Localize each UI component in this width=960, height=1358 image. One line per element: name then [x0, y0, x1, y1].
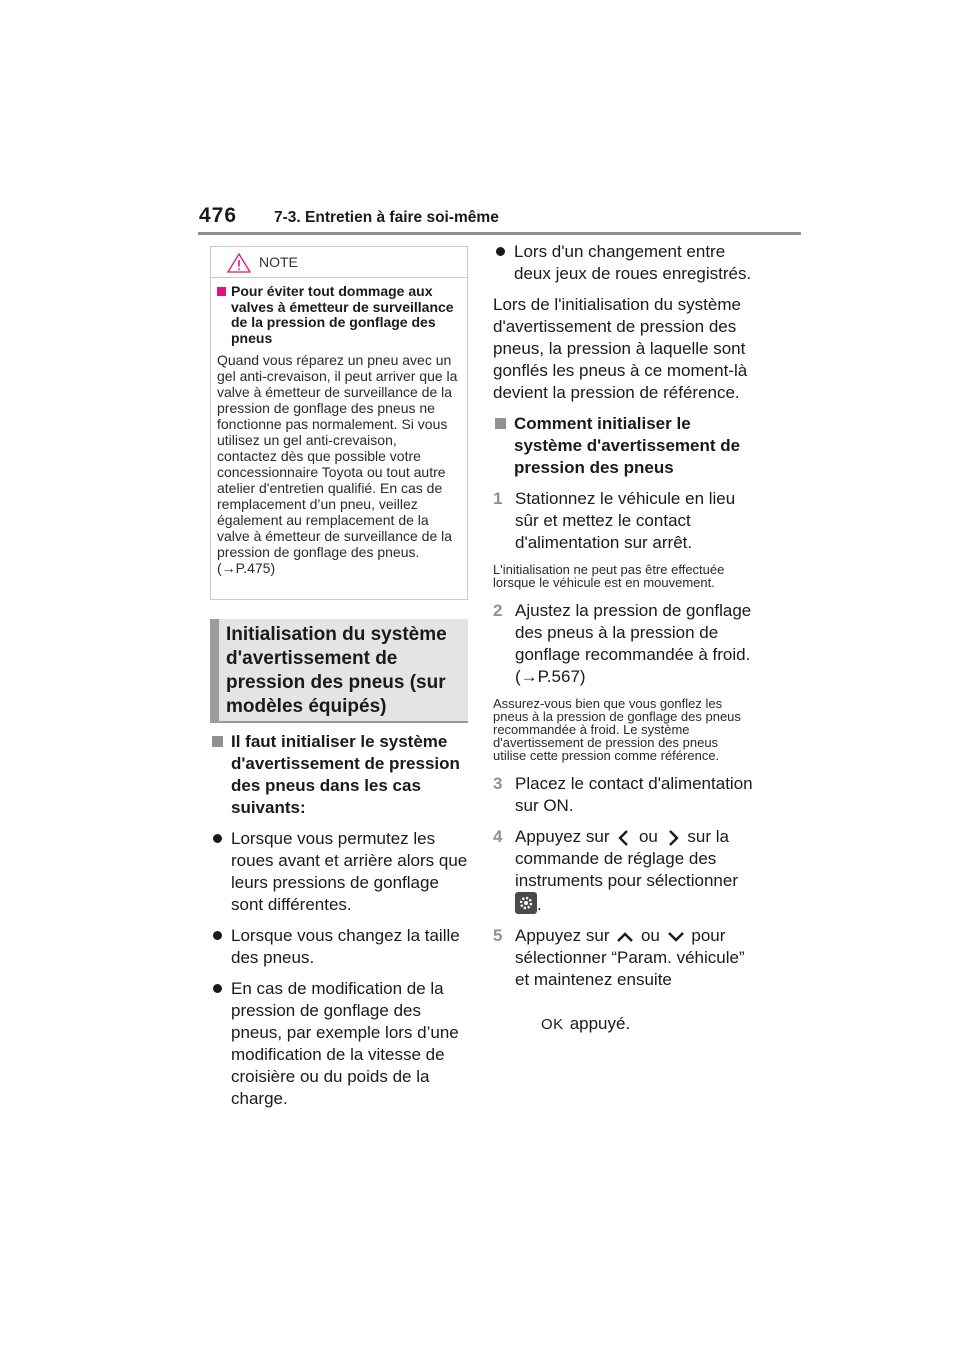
- step-1-note: L'initialisation ne peut pas être effectuée lorsque le véhicule est en mouvement.: [493, 562, 725, 590]
- list-item: [210, 978, 472, 1110]
- step-text: Placez le contact d'alimentation sur ON.: [515, 774, 753, 815]
- note-box: [210, 246, 468, 600]
- step-1: [493, 488, 753, 554]
- bullet-dot: [213, 984, 222, 993]
- bullet-dot: [213, 834, 222, 843]
- section-header: 7-3. Entretien à faire soi-même: [274, 209, 499, 226]
- header-rule: [198, 232, 801, 235]
- step-text: [515, 925, 753, 1036]
- note-heading: [217, 284, 459, 346]
- list-item-text: En cas de modification de la pression de gonflage des pneus, par exemple lors d’une modification de la vitesse de croisière ou du poids de la charge.: [231, 979, 459, 1108]
- note-heading-text: Pour éviter tout dommage aux valves à émetteur de surveillance de la pression de gonflage des pneus: [231, 283, 454, 346]
- right-subheading-text: Comment initialiser le système d'avertissement de pression des pneus: [514, 414, 741, 477]
- chevron-up-icon: [614, 928, 636, 946]
- step-2: [493, 600, 753, 688]
- left-subheading: [210, 731, 472, 819]
- step-4-end: .: [537, 895, 542, 914]
- right-subheading: [493, 413, 753, 479]
- note-label: NOTE: [259, 254, 298, 270]
- step-number: 3: [493, 774, 503, 793]
- bullet-dot: [496, 247, 505, 256]
- step-number: 4: [493, 827, 503, 846]
- step-number: 1: [493, 489, 503, 508]
- step-5: [493, 925, 753, 1036]
- step-4-text-a: Appuyez sur: [515, 827, 610, 846]
- settings-gear-icon: [515, 892, 537, 914]
- list-item: [210, 925, 472, 969]
- grey-square-marker: [495, 418, 506, 429]
- step-5-end: appuyé.: [569, 1014, 631, 1033]
- step-text: Stationnez le véhicule en lieu sûr et mettez le contact d'alimentation sur arrêt.: [515, 489, 736, 552]
- step-number: 2: [493, 601, 503, 620]
- page-number: 476: [199, 204, 238, 227]
- list-item-text: Lors d'un changement entre deux jeux de roues enregistrés.: [514, 242, 752, 283]
- section-title: Initialisation du système d'avertissement de pression des pneus (sur modèles équipés): [226, 624, 447, 717]
- chevron-down-icon: [665, 928, 687, 946]
- step-4: [493, 826, 753, 916]
- note-title-row: [211, 247, 467, 278]
- bullet-dot: [213, 931, 222, 940]
- left-column: [210, 731, 472, 1119]
- list-item: [210, 828, 472, 916]
- step-4-text-b: sur la commande de réglage des instruments pour sélectionner: [515, 827, 739, 890]
- grey-square-marker: [212, 736, 223, 747]
- step-text: [515, 826, 753, 916]
- section-title-box: [210, 619, 468, 723]
- step-4-ou: ou: [638, 827, 658, 846]
- step-number: 5: [493, 926, 503, 945]
- list-item: [493, 241, 753, 285]
- left-subheading-text: Il faut initialiser le système d'avertissement de pression des pneus dans les cas suivants:: [231, 732, 460, 817]
- step-text: Ajustez la pression de gonflage des pneus à la pression de gonflage recommandée à froid. (→P.567): [515, 601, 752, 686]
- step-3: [493, 773, 753, 817]
- step-5-ou: ou: [640, 926, 660, 945]
- warning-triangle-icon: [227, 253, 251, 273]
- ok-icon: OK: [541, 1016, 564, 1033]
- step-5-text-a: Appuyez sur: [515, 926, 610, 945]
- chevron-left-icon: [614, 828, 634, 848]
- step-2-note: Assurez-vous bien que vous gonflez les pneus à la pression de gonflage des pneus recommandée à froid. Le système d'avertissement de pression des pneus utilise cette pression comme référence.: [493, 696, 741, 763]
- pink-square-marker: [217, 287, 226, 296]
- chevron-right-icon: [663, 828, 683, 848]
- right-column: [493, 241, 753, 1045]
- list-item-text: Lorsque vous changez la taille des pneus.: [231, 926, 460, 967]
- list-item-text: Lorsque vous permutez les roues avant et arrière alors que leurs pressions de gonflage sont différentes.: [231, 829, 468, 914]
- paragraph: Lors de l'initialisation du système d'avertissement de pression des pneus, la pression à laquelle sont gonflés les pneus à ce moment-là devient la pression de référence.: [493, 295, 748, 402]
- step-5-text-b: pour sélectionner “Param. véhicule” et maintenez ensuite: [515, 926, 745, 989]
- note-body: Quand vous réparez un pneu avec un gel anti-crevaison, il peut arriver que la valve à émetteur de surveillance de la pression de gonflage des pneus ne fonctionne pas normalement. Si vous utilisez un gel anti-crevaison, contactez dès que possible votre concessionnaire Toyota ou tout autre atelier d'entretien qualifié. En cas de remplacement d’un pneu, veillez également au remplacement de la valve à émetteur de surveillance de la pression de gonflage des pneus. (→P.475): [217, 352, 458, 576]
